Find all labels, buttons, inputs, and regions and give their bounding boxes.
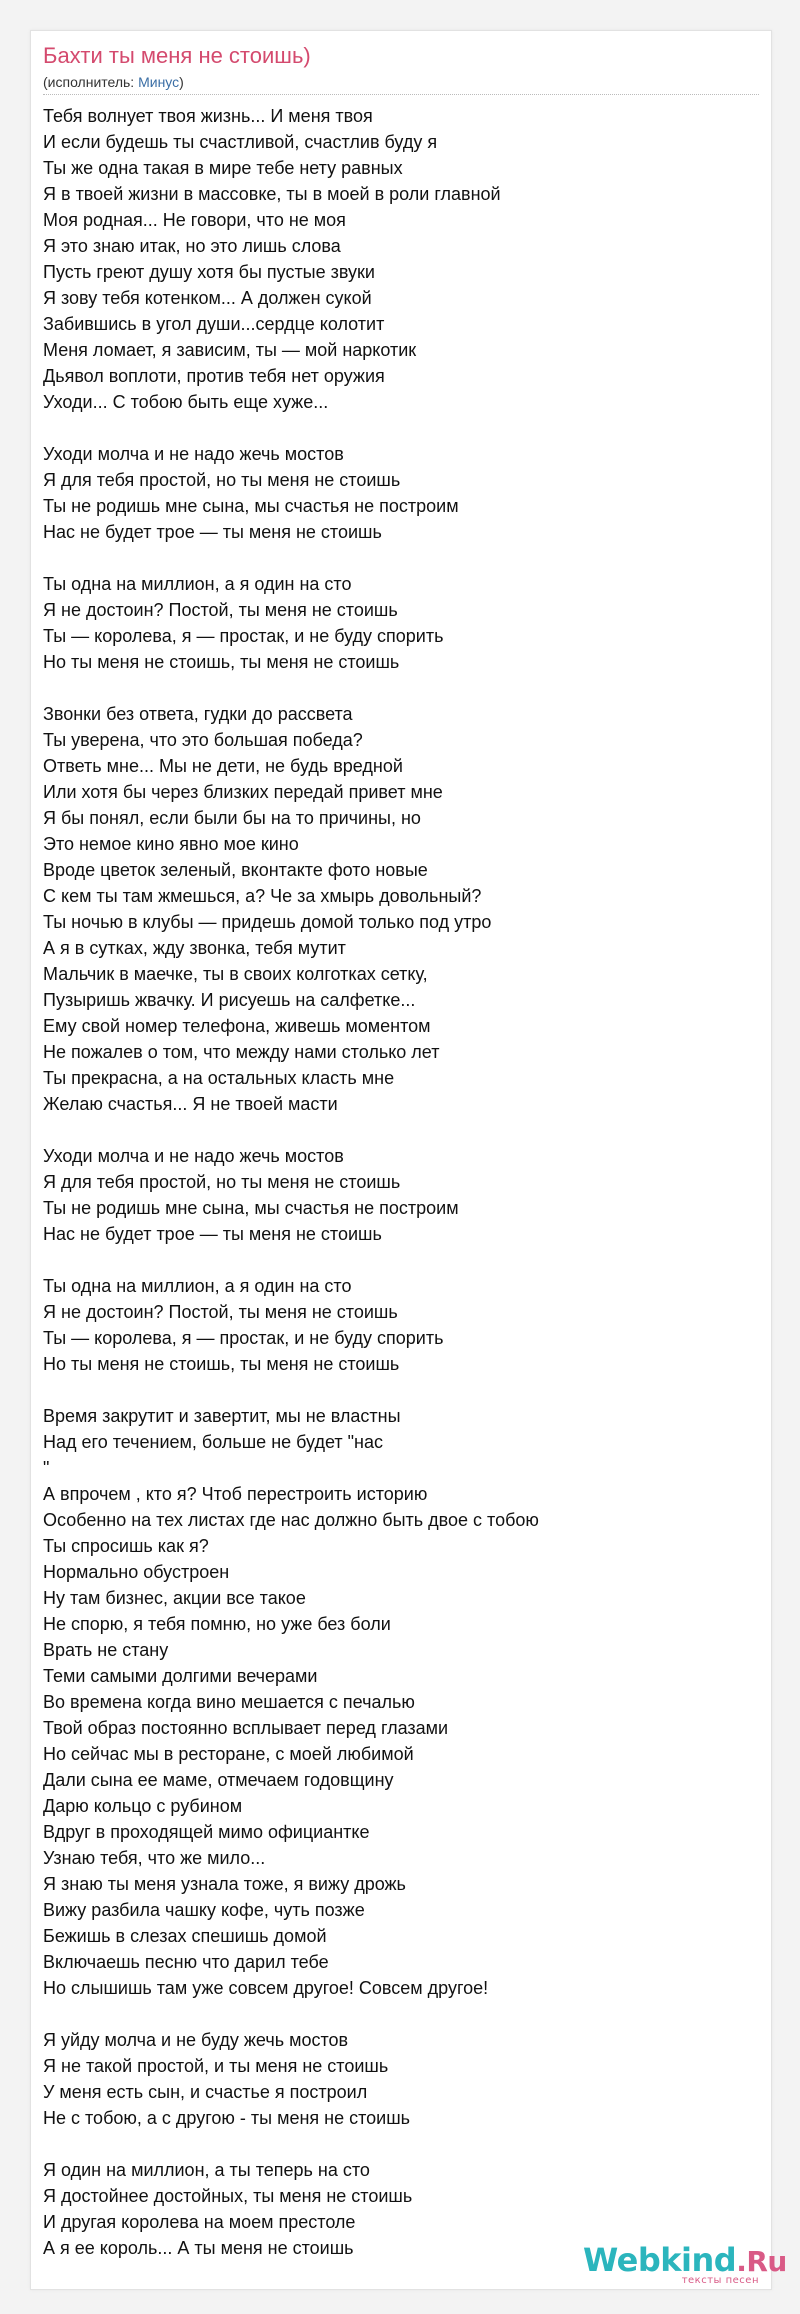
lyrics-line: Мальчик в маечке, ты в своих колготках сетку,	[43, 964, 428, 984]
lyrics-line: Дали сына ее маме, отмечаем годовщину	[43, 1770, 394, 1790]
lyrics-line: Пусть греют душу хотя бы пустые звуки	[43, 262, 375, 282]
lyrics-line: Нас не будет трое — ты меня не стоишь	[43, 1224, 382, 1244]
lyrics-line: У меня есть сын, и счастье я построил	[43, 2082, 368, 2102]
lyrics-line: Ты одна на миллион, а я один на сто	[43, 1276, 352, 1296]
lyrics-line: Ты — королева, я — простак, и не буду спорить	[43, 1328, 444, 1348]
artist-prefix: (исполнитель:	[43, 74, 139, 90]
lyrics-blank-line	[43, 1377, 759, 1403]
lyrics-line: Меня ломает, я зависим, ты — мой наркотик	[43, 340, 417, 360]
lyrics-line: Уходи молча и не надо жечь мостов	[43, 1146, 344, 1166]
lyrics-line: Во времена когда вино мешается с печалью	[43, 1692, 415, 1712]
lyrics-line: Это немое кино явно мое кино	[43, 834, 299, 854]
lyrics-line: Я для тебя простой, но ты меня не стоишь	[43, 1172, 401, 1192]
lyrics-line: Уходи... С тобою быть еще хуже...	[43, 392, 329, 412]
lyrics-card	[30, 30, 772, 2290]
lyrics-blank-line	[43, 2001, 759, 2027]
lyrics-line: Ты не родишь мне сына, мы счастья не построим	[43, 496, 459, 516]
lyrics-line: Пузыришь жвачку. И рисуешь на салфетке...	[43, 990, 416, 1010]
lyrics-line: Ты уверена, что это большая победа?	[43, 730, 363, 750]
lyrics-line: Ему свой номер телефона, живешь моментом	[43, 1016, 431, 1036]
lyrics-line: Желаю счастья... Я не твоей масти	[43, 1094, 338, 1114]
lyrics-line: Ты не родишь мне сына, мы счастья не построим	[43, 1198, 459, 1218]
lyrics-line: Я знаю ты меня узнала тоже, я вижу дрожь	[43, 1874, 406, 1894]
lyrics-line: Я уйду молча и не буду жечь мостов	[43, 2030, 349, 2050]
lyrics-line: Но слышишь там уже совсем другое! Совсем другое!	[43, 1978, 489, 1998]
lyrics-blank-line	[43, 415, 759, 441]
lyrics-line: Ну там бизнес, акции все такое	[43, 1588, 306, 1608]
lyrics-line: Время закрутит и завертит, мы не властны	[43, 1406, 401, 1426]
lyrics-line: Ты прекрасна, а на остальных класть мне	[43, 1068, 395, 1088]
lyrics-line: Уходи молча и не надо жечь мостов	[43, 444, 344, 464]
page-title: Бахти ты меня не стоишь)	[43, 43, 311, 68]
lyrics-line: С кем ты там жмешься, а? Че за хмырь довольный?	[43, 886, 482, 906]
lyrics-line: Ты ночью в клубы — придешь домой только под утро	[43, 912, 492, 932]
lyrics-line: Не спорю, я тебя помню, но уже без боли	[43, 1614, 391, 1634]
lyrics-line: Я достойнее достойных, ты меня не стоишь	[43, 2186, 413, 2206]
lyrics-line: Я один на миллион, а ты теперь на сто	[43, 2160, 370, 2180]
lyrics-line: Тебя волнует твоя жизнь... И меня твоя	[43, 106, 373, 126]
lyrics-line: Узнаю тебя, что же мило...	[43, 1848, 266, 1868]
lyrics-line: Нас не будет трое — ты меня не стоишь	[43, 522, 382, 542]
lyrics-line: Моя родная... Не говори, что не моя	[43, 210, 346, 230]
lyrics-line: А я ее король... А ты меня не стоишь	[43, 2238, 354, 2258]
lyrics-line: Бежишь в слезах спешишь домой	[43, 1926, 327, 1946]
lyrics-line: Но сейчас мы в ресторане, с моей любимой	[43, 1744, 414, 1764]
lyrics-line: Ты же одна такая в мире тебе нету равных	[43, 158, 403, 178]
lyrics-line: Не с тобою, а с другою - ты меня не стоишь	[43, 2108, 411, 2128]
lyrics-line: Включаешь песню что дарил тебе	[43, 1952, 329, 1972]
artist-line	[43, 73, 184, 91]
lyrics-blank-line	[43, 545, 759, 571]
lyrics-line: Ты — королева, я — простак, и не буду спорить	[43, 626, 444, 646]
lyrics-line: "	[43, 1458, 50, 1478]
lyrics-line: И другая королева на моем престоле	[43, 2212, 356, 2232]
lyrics-line: Не пожалев о том, что между нами столько лет	[43, 1042, 440, 1062]
lyrics-line: Ответь мне... Мы не дети, не будь вредной	[43, 756, 403, 776]
lyrics-blank-line	[43, 1247, 759, 1273]
lyrics-line: Над его течением, больше не будет "нас	[43, 1432, 383, 1452]
lyrics-blank-line	[43, 2131, 759, 2157]
lyrics-line: Я не такой простой, и ты меня не стоишь	[43, 2056, 389, 2076]
lyrics-line: И если будешь ты счастливой, счастлив буду я	[43, 132, 438, 152]
lyrics-line: Вижу разбила чашку кофе, чуть позже	[43, 1900, 365, 1920]
lyrics-line: Особенно на тех листах где нас должно быть двое с тобою	[43, 1510, 539, 1530]
artist-suffix: )	[179, 74, 184, 90]
lyrics-line: Я зову тебя котенком... А должен сукой	[43, 288, 372, 308]
lyrics-line: Я не достоин? Постой, ты меня не стоишь	[43, 1302, 398, 1322]
lyrics-line: Врать не стану	[43, 1640, 169, 1660]
lyrics-line: Ты одна на миллион, а я один на сто	[43, 574, 352, 594]
lyrics-line: Звонки без ответа, гудки до рассвета	[43, 704, 353, 724]
lyrics-blank-line	[43, 675, 759, 701]
lyrics-line: Теми самыми долгими вечерами	[43, 1666, 318, 1686]
lyrics-line: Нормально обустроен	[43, 1562, 230, 1582]
lyrics-line: А впрочем , кто я? Чтоб перестроить историю	[43, 1484, 428, 1504]
lyrics-line: Твой образ постоянно всплывает перед глазами	[43, 1718, 449, 1738]
logo-word-suffix: .Ru	[736, 2245, 787, 2278]
lyrics-line: Я бы понял, если были бы на то причины, но	[43, 808, 421, 828]
logo-word-main: Webkind	[583, 2241, 737, 2279]
lyrics-line: Я не достоин? Постой, ты меня не стоишь	[43, 600, 398, 620]
lyrics-line: Или хотя бы через близких передай привет мне	[43, 782, 443, 802]
lyrics-blank-line	[43, 1117, 759, 1143]
lyrics-line: Дарю кольцо с рубином	[43, 1796, 243, 1816]
lyrics-line: Дьявол воплоти, против тебя нет оружия	[43, 366, 385, 386]
lyrics-text	[43, 103, 759, 2261]
logo-tagline: тексты песен	[681, 2275, 759, 2286]
lyrics-line: Но ты меня не стоишь, ты меня не стоишь	[43, 1354, 400, 1374]
lyrics-line: Я это знаю итак, но это лишь слова	[43, 236, 341, 256]
lyrics-line: Вроде цветок зеленый, вконтакте фото новые	[43, 860, 428, 880]
lyrics-line: Я в твоей жизни в массовке, ты в моей в роли главной	[43, 184, 501, 204]
lyrics-line: Я для тебя простой, но ты меня не стоишь	[43, 470, 401, 490]
webkind-logo[interactable]	[583, 2241, 787, 2288]
lyrics-line: Вдруг в проходящей мимо официантке	[43, 1822, 370, 1842]
lyrics-line: А я в сутках, жду звонка, тебя мутит	[43, 938, 346, 958]
artist-link[interactable]: Минус	[138, 74, 180, 90]
lyrics-line: Но ты меня не стоишь, ты меня не стоишь	[43, 652, 400, 672]
divider	[43, 94, 759, 95]
lyrics-line: Забившись в угол души...сердце колотит	[43, 314, 385, 334]
lyrics-line: Ты спросишь как я?	[43, 1536, 209, 1556]
